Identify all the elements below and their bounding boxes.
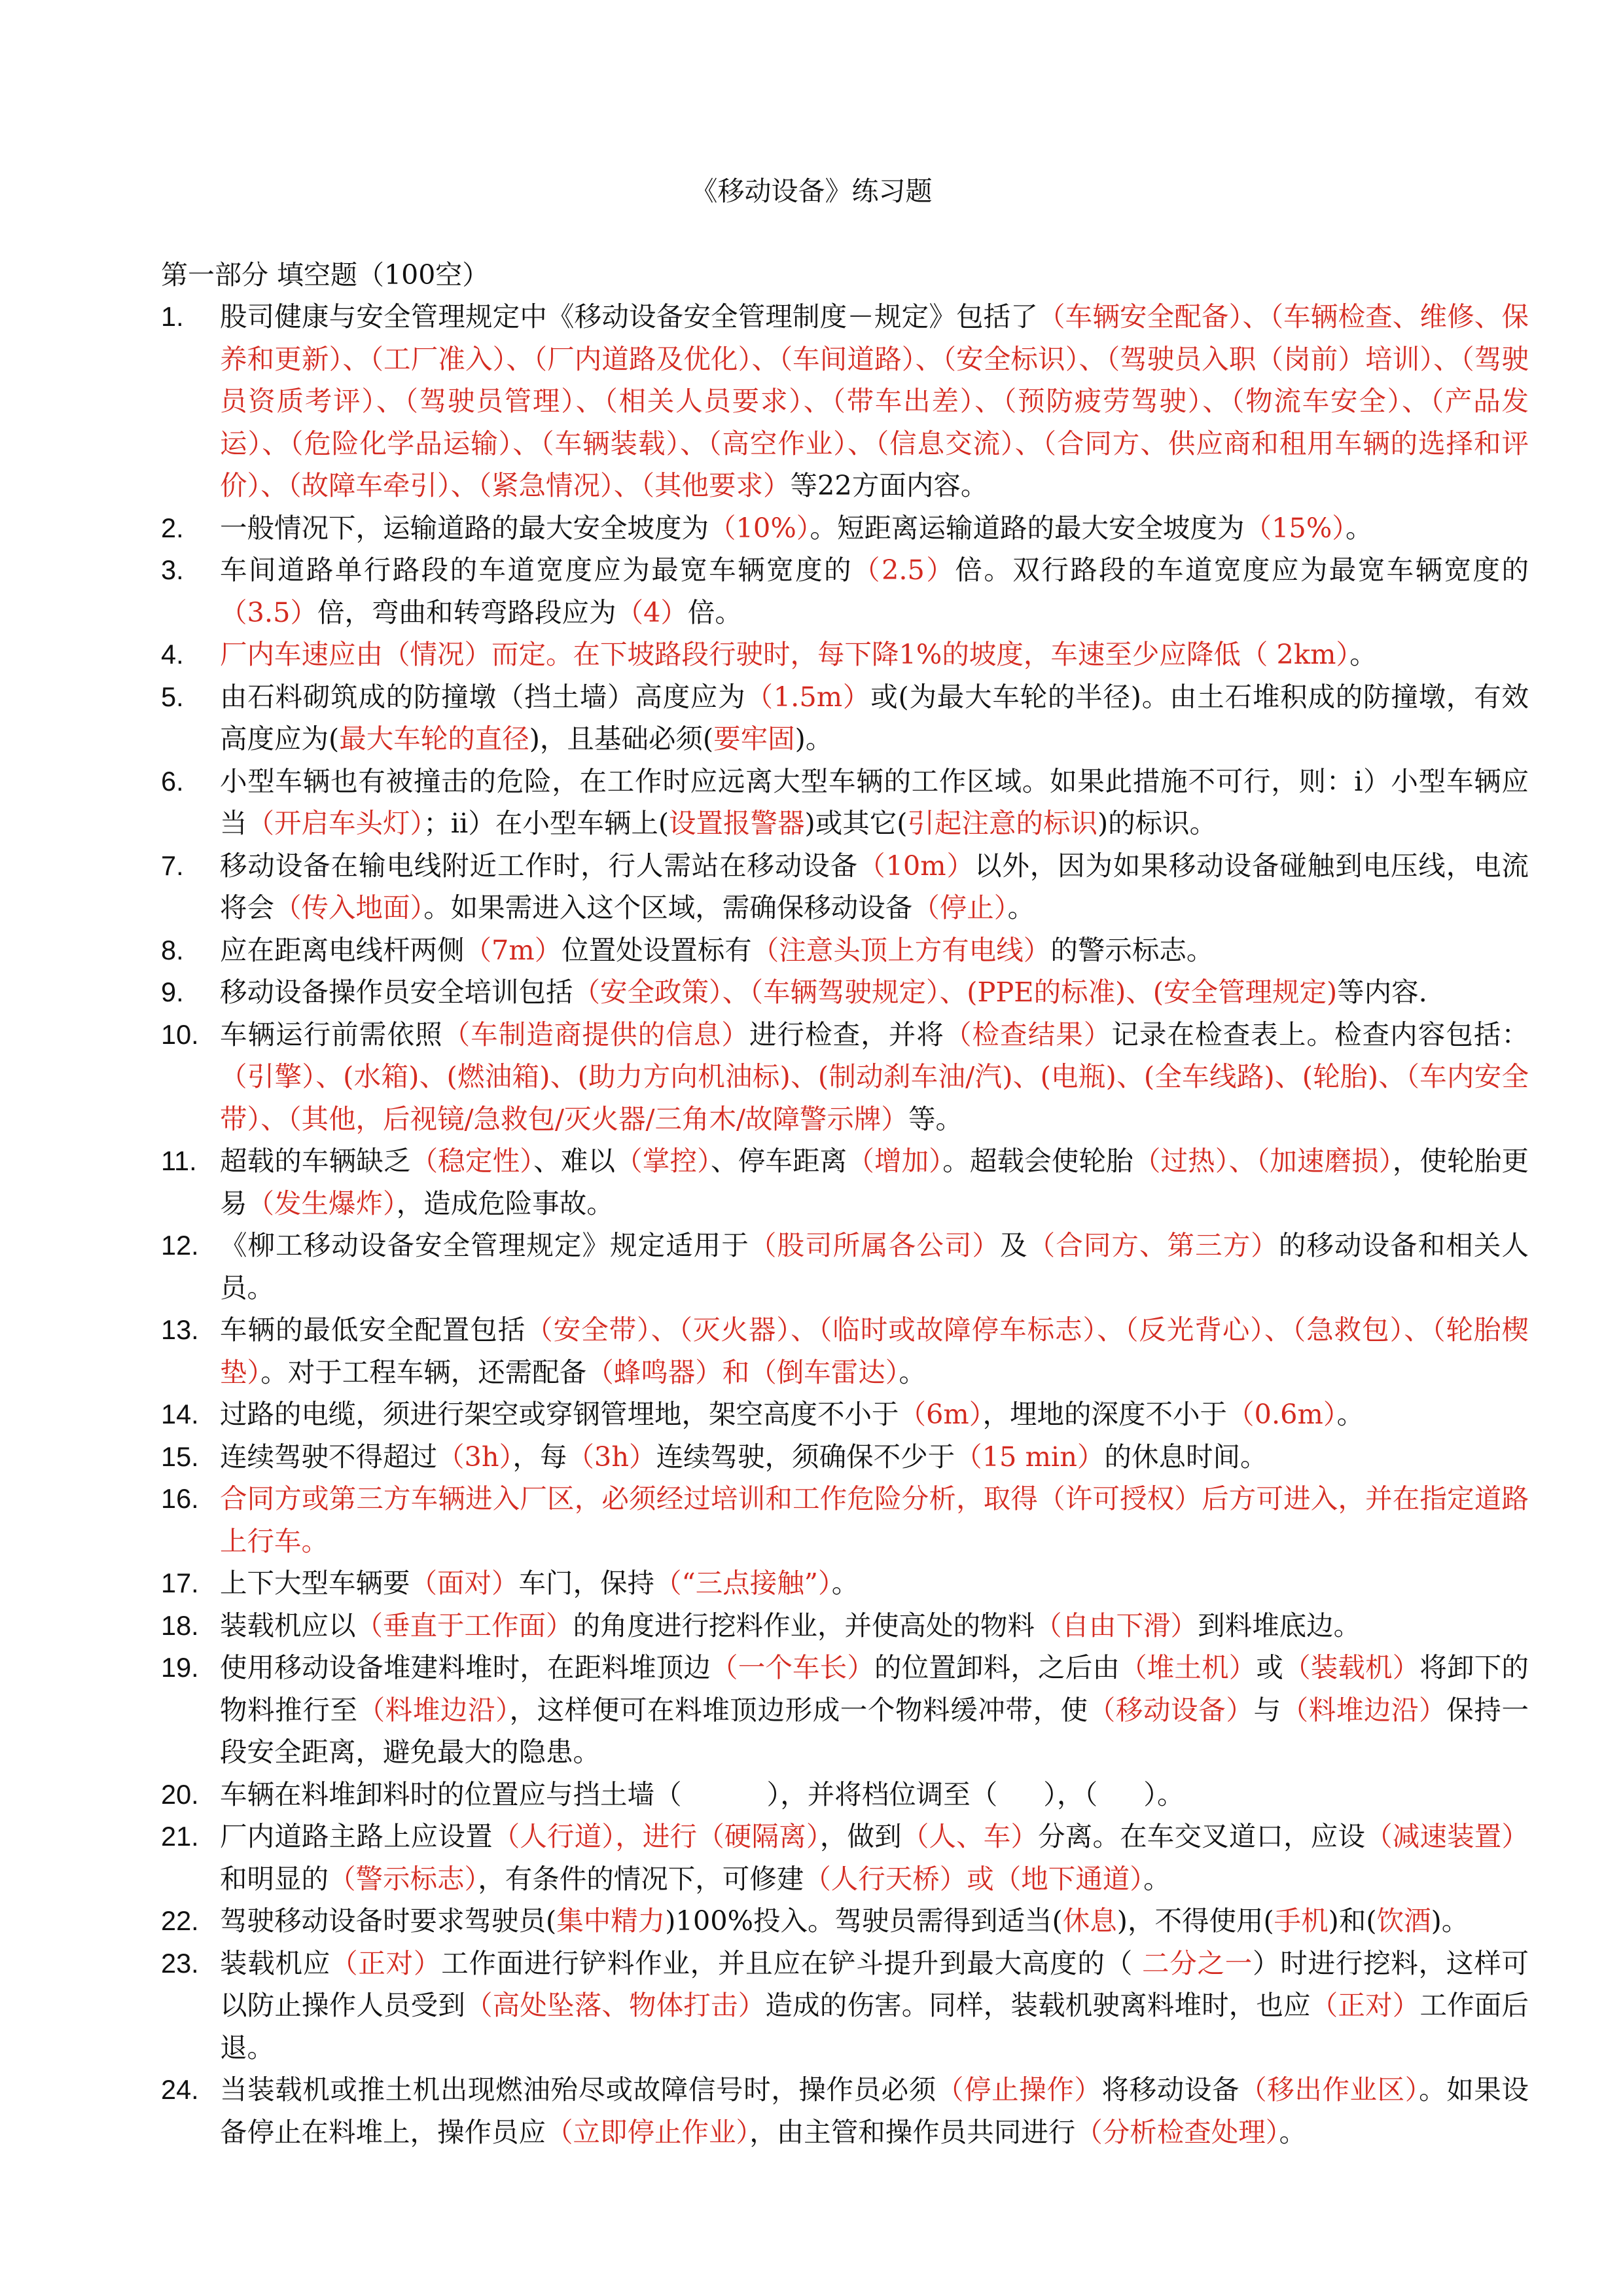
answer-text: （高处坠落、物体打击） bbox=[465, 1989, 766, 2021]
answer-text: （6m） bbox=[899, 1398, 983, 1430]
answer-text: 集中精力 bbox=[556, 1905, 666, 1937]
question-segment: 的警示标志。 bbox=[1050, 933, 1214, 966]
question-segment: 的移动设备和相关人员。 bbox=[220, 1229, 1529, 1304]
question-text bbox=[220, 1145, 1529, 1219]
question-segment: 。如果需进入这个区域，需确保移动设备 bbox=[423, 891, 913, 924]
question-segment: 股司健康与安全管理规定中《移动设备安全管理制度－规定》包括了 bbox=[220, 300, 1038, 332]
question-segment: 到料堆底边。 bbox=[1198, 1609, 1361, 1641]
question-segment: 等。 bbox=[908, 1102, 963, 1135]
answer-text: 二分之一 bbox=[1141, 1946, 1253, 1979]
question-text bbox=[220, 1778, 1185, 1810]
question-segment: 。 bbox=[1279, 2115, 1307, 2148]
answer-text: （垂直于工作面） bbox=[355, 1609, 573, 1641]
question-segment: 倍，弯曲和转弯路段应为 bbox=[317, 596, 616, 628]
question-segment: 过路的电缆，须进行架空或穿钢管埋地，架空高度不小于 bbox=[220, 1398, 899, 1430]
question-item bbox=[161, 1014, 1529, 1141]
question-text bbox=[220, 1018, 1529, 1135]
question-number: 6. bbox=[161, 765, 184, 797]
question-item bbox=[161, 1562, 1529, 1605]
question-segment: )。 bbox=[1431, 1905, 1469, 1937]
answer-text: （自由下滑） bbox=[1035, 1609, 1198, 1641]
question-number: 1. bbox=[161, 301, 184, 332]
answer-text: （停止） bbox=[912, 891, 1008, 924]
answer-text: （过热）、（加速磨损） bbox=[1133, 1145, 1393, 1177]
answer-text: （15 min） bbox=[955, 1440, 1105, 1473]
question-segment: 的休息时间。 bbox=[1104, 1440, 1268, 1473]
answer-text: （1.5m） bbox=[745, 680, 871, 713]
answer-text: （3h） bbox=[437, 1440, 513, 1473]
question-text bbox=[220, 1398, 1364, 1430]
question-segment: 将移动设备 bbox=[1101, 2073, 1240, 2106]
question-item bbox=[161, 1309, 1529, 1393]
question-segment: ，做到 bbox=[819, 1820, 902, 1852]
question-segment: 《柳工移动设备安全管理规定》规定适用于 bbox=[220, 1229, 749, 1261]
question-segment: 由石料砌筑成的防撞墩（挡土墙）高度应为 bbox=[220, 680, 746, 713]
question-segment: )或其它( bbox=[804, 807, 908, 839]
answer-text: 要牢固 bbox=[713, 723, 795, 755]
question-number: 12. bbox=[161, 1230, 199, 1261]
question-segment: ），（ bbox=[1043, 1778, 1098, 1810]
question-segment: 移动设备在输电线附近工作时，行人需站在移动设备 bbox=[220, 849, 859, 882]
answer-text: 休息 bbox=[1062, 1905, 1117, 1937]
question-segment: 。超载会使轮胎 bbox=[942, 1145, 1133, 1177]
question-number: 5. bbox=[161, 681, 184, 712]
question-text bbox=[220, 850, 1529, 924]
question-segment: 倍。 bbox=[687, 596, 742, 628]
question-item bbox=[161, 1393, 1529, 1436]
answer-text: （料堆边沿） bbox=[1281, 1693, 1447, 1726]
question-segment: )的标识。 bbox=[1097, 807, 1217, 839]
question-text bbox=[220, 976, 1427, 1008]
answer-text: （车制造商提供的信息） bbox=[442, 1018, 749, 1050]
question-segment: ，有条件的情况下，可修建 bbox=[478, 1862, 804, 1895]
question-segment: 等内容. bbox=[1337, 976, 1427, 1008]
answer-text: （稳定性） bbox=[410, 1145, 534, 1177]
question-item bbox=[161, 1816, 1529, 1900]
answer-text: （堆土机） bbox=[1120, 1651, 1257, 1683]
question-item bbox=[161, 1225, 1529, 1309]
question-segment: 造成的伤害。同样，装载机驶离料堆时，也应 bbox=[765, 1989, 1311, 2021]
question-segment: )。 bbox=[794, 723, 833, 755]
question-text bbox=[220, 1314, 1529, 1388]
question-segment: 。对于工程车辆，还需配备 bbox=[260, 1355, 587, 1388]
question-number: 4. bbox=[161, 639, 184, 670]
question-segment: )，且基础必须( bbox=[529, 723, 714, 755]
answer-text: （7m） bbox=[464, 933, 562, 966]
section-heading: 第一部分 填空题（100空） bbox=[161, 259, 490, 291]
question-segment: ，这样便可在料堆顶边形成一个物料缓冲带，使 bbox=[509, 1693, 1088, 1726]
question-segment: 。 bbox=[1007, 891, 1035, 924]
answer-text: （移动设备） bbox=[1088, 1693, 1254, 1726]
question-segment: 、难以 bbox=[533, 1145, 616, 1177]
question-text bbox=[220, 765, 1529, 840]
question-number: 13. bbox=[161, 1314, 199, 1345]
question-segment: ）。 bbox=[1143, 1778, 1185, 1810]
answer-text: （警示标志） bbox=[329, 1862, 478, 1895]
question-text bbox=[220, 1820, 1529, 1895]
question-segment: 分离。在车交叉道口，应设 bbox=[1038, 1820, 1366, 1852]
answer-text: 引起注意的标识 bbox=[907, 807, 1097, 839]
question-segment: )100%投入。驾驶员需得到适当( bbox=[665, 1905, 1063, 1937]
question-segment: 。 bbox=[899, 1355, 927, 1388]
question-segment: 将卸下的物料推行至 bbox=[220, 1651, 1529, 1726]
answer-text: （安全带）、（灭火器）、（临时或故障停车标志）、（反光背心）、（急救包）、（轮胎楔垫） bbox=[220, 1314, 1529, 1388]
question-item bbox=[161, 549, 1529, 634]
question-segment: 记录在检查表上。检查内容包括： bbox=[1111, 1018, 1529, 1050]
question-segment: 。 bbox=[1349, 638, 1377, 670]
answer-text: 合同方或第三方车辆进入厂区，必须经过培训和工作危险分析，取得（许可授权）后方可进入，并在指定道路上行车。 bbox=[220, 1482, 1529, 1557]
question-text bbox=[220, 1441, 1267, 1473]
question-segment: 装载机应以 bbox=[220, 1609, 356, 1641]
question-segment: 连续驾驶不得超过 bbox=[220, 1440, 438, 1473]
answer-text: （开启车头灯） bbox=[247, 807, 424, 839]
answer-text: （3.5） bbox=[220, 596, 317, 628]
question-text bbox=[220, 300, 1529, 501]
question-segment: ，埋地的深度不小于 bbox=[982, 1398, 1228, 1430]
question-segment: )和( bbox=[1328, 1905, 1377, 1937]
question-segment: 车间道路单行路段的车道宽度应为最宽车辆宽度的 bbox=[220, 554, 853, 586]
question-item bbox=[161, 929, 1529, 972]
question-segment: 和明显的 bbox=[220, 1862, 329, 1895]
answer-text: （掌控） bbox=[615, 1145, 711, 1177]
question-item bbox=[161, 296, 1529, 507]
question-number: 8. bbox=[161, 934, 184, 965]
question-item bbox=[161, 1900, 1529, 1943]
question-number: 11. bbox=[161, 1145, 197, 1176]
question-item bbox=[161, 1436, 1529, 1479]
question-segment: 。 bbox=[1336, 1398, 1364, 1430]
question-segment: 应在距离电线杆两侧 bbox=[220, 933, 465, 966]
question-segment: )，不得使用( bbox=[1116, 1905, 1274, 1937]
question-segment: ，由主管和操作员共同进行 bbox=[749, 2115, 1076, 2148]
answer-text: （10m） bbox=[858, 849, 974, 882]
answer-text: （安全政策）、（车辆驾驶规定）、(PPE的标准)、(安全管理规定) bbox=[573, 976, 1338, 1008]
question-item bbox=[161, 845, 1529, 929]
answer-text: （车辆安全配备）、（车辆检查、维修、保养和更新）、（工厂准入）、（厂内道路及优化）、（车间道路）、（安全标识）、（驾驶员入职（岗前）培训）、（驾驶员资质考评）、（驾驶员管理）、（相关人员要求）、（带车出差）、（预防疲劳驾驶）、（物流车安全）、（产品发运）、（危险化学品运输）、（车辆装载）、（高空作业）、（信息交流）、（合同方、供应商和租用车辆的选择和评价）、（故障车牵引）、（紧急情况）、（其他要求） bbox=[220, 300, 1529, 501]
question-item bbox=[161, 634, 1529, 676]
question-item bbox=[161, 1647, 1529, 1774]
question-text bbox=[220, 2073, 1529, 2148]
answer-text: 设置报警器 bbox=[669, 807, 805, 839]
answer-text: （15%） bbox=[1244, 511, 1346, 544]
question-segment: 上下大型车辆要 bbox=[220, 1567, 410, 1599]
answer-text: （检查结果） bbox=[944, 1018, 1112, 1050]
question-segment: 或(为最大车轮的半径)。由土石堆积成的防撞墩，有效高度应为( bbox=[220, 680, 1529, 755]
question-segment: 车门，保持 bbox=[518, 1567, 655, 1599]
answer-text: （料堆边沿） bbox=[357, 1693, 510, 1726]
question-text bbox=[220, 1651, 1529, 1768]
question-item bbox=[161, 507, 1529, 550]
question-segment: 工作面后退。 bbox=[220, 1989, 1529, 2064]
question-number: 17. bbox=[161, 1568, 199, 1598]
answer-text: （4） bbox=[616, 596, 688, 628]
question-segment: 等22方面内容。 bbox=[790, 469, 988, 501]
answer-text: （合同方、第三方） bbox=[1027, 1229, 1279, 1261]
question-text bbox=[220, 1947, 1529, 2064]
question-number: 15. bbox=[161, 1441, 199, 1472]
answer-text: （面对） bbox=[410, 1567, 519, 1599]
question-number: 14. bbox=[161, 1399, 199, 1429]
question-text bbox=[220, 512, 1373, 544]
question-segment: 驾驶移动设备时要求驾驶员( bbox=[220, 1905, 557, 1937]
question-number: 19. bbox=[161, 1652, 199, 1683]
question-segment: 超载的车辆缺乏 bbox=[220, 1145, 411, 1177]
question-number: 16. bbox=[161, 1483, 199, 1514]
question-text bbox=[220, 1229, 1529, 1304]
answer-text: 手机 bbox=[1274, 1905, 1329, 1937]
answer-text: （传入地面） bbox=[274, 891, 424, 924]
question-segment: ，造成危险事故。 bbox=[396, 1187, 614, 1219]
answer-text: （3h） bbox=[567, 1440, 656, 1473]
question-item bbox=[161, 1943, 1529, 2070]
question-item bbox=[161, 1478, 1529, 1562]
question-item bbox=[161, 676, 1529, 761]
answer-text: （发生爆炸） bbox=[247, 1187, 397, 1219]
question-segment: 及 bbox=[1000, 1229, 1028, 1261]
question-segment: ），并将档位调至（ bbox=[766, 1778, 998, 1810]
question-segment: ，每 bbox=[512, 1440, 567, 1473]
question-number: 18. bbox=[161, 1609, 199, 1641]
question-number: 23. bbox=[161, 1947, 199, 1979]
question-segment: 小型车辆也有被撞击的危险，在工作时应远离大型车辆的工作区域。如果此措施不可行，则：i）小型车辆应当 bbox=[220, 764, 1529, 839]
question-item bbox=[161, 971, 1529, 1014]
answer-text: （分析检查处理） bbox=[1075, 2115, 1279, 2148]
answer-text: 饮酒 bbox=[1376, 1905, 1431, 1937]
question-text bbox=[220, 1609, 1361, 1641]
question-text bbox=[220, 1567, 859, 1599]
answer-text: （正对） bbox=[1310, 1989, 1420, 2021]
question-number: 20. bbox=[161, 1778, 199, 1810]
question-segment: 车辆的最低安全配置包括 bbox=[220, 1314, 526, 1346]
answer-text: （人行天桥）或（地下通道） bbox=[804, 1862, 1144, 1895]
answer-text: （人、车） bbox=[901, 1820, 1039, 1852]
answer-text: 厂内车速应由（情况）而定。在下坡路段行驶时，每下降1%的坡度，车速至少应降低（ 2km） bbox=[220, 638, 1350, 670]
question-number: 2. bbox=[161, 512, 184, 543]
question-segment: 、停车距离 bbox=[711, 1145, 847, 1177]
answer-text: （蜂鸣器）和（倒车雷达） bbox=[586, 1355, 899, 1388]
question-segment: 厂内道路主路上应设置 bbox=[220, 1820, 493, 1852]
question-item bbox=[161, 1605, 1529, 1647]
answer-text: （装载机） bbox=[1283, 1651, 1420, 1683]
question-segment: 使用移动设备堆建料堆时，在距料堆顶边 bbox=[220, 1651, 711, 1683]
answer-text: （增加） bbox=[847, 1145, 943, 1177]
question-segment: ）时进行挖料，这样可以防止操作人员受到 bbox=[220, 1946, 1529, 2021]
question-segment: 进行检查，并将 bbox=[749, 1018, 944, 1050]
question-segment: 一般情况下，运输道路的最大安全坡度为 bbox=[220, 511, 709, 544]
answer-text: （10%） bbox=[709, 511, 810, 544]
question-number: 22. bbox=[161, 1905, 199, 1936]
answer-text: （0.6m） bbox=[1227, 1398, 1337, 1430]
question-segment: 。 bbox=[831, 1567, 859, 1599]
answer-text: （注意头顶上方有电线） bbox=[751, 933, 1051, 966]
document-title: 《移动设备》练习题 bbox=[690, 175, 933, 207]
question-segment: 装载机应 bbox=[220, 1946, 331, 1979]
question-segment: 保持一段安全距离，避免最大的隐患。 bbox=[220, 1693, 1529, 1768]
answer-text: （引擎）、(水箱)、(燃油箱)、(助力方向机油标)、(制动刹车油/汽)、(电瓶)、(全车线路)、(轮胎)、（车内安全带）、（其他，后视镜/急救包/灭火器/三角木/故障警示牌） bbox=[220, 1060, 1529, 1135]
question-segment: 以外，因为如果移动设备碰触到电压线，电流将会 bbox=[220, 849, 1529, 924]
question-segment: 或 bbox=[1256, 1651, 1284, 1683]
question-segment: ；ii）在小型车辆上( bbox=[423, 807, 669, 839]
question-segment: 。如果设备停止在料堆上，操作员应 bbox=[220, 2073, 1529, 2148]
question-text bbox=[220, 1905, 1469, 1937]
question-segment: 车辆运行前需依照 bbox=[220, 1018, 443, 1050]
question-text bbox=[220, 638, 1377, 670]
question-segment: 当装载机或推土机出现燃油殆尽或故障信号时，操作员必须 bbox=[220, 2073, 936, 2106]
answer-text: （减速装置） bbox=[1365, 1820, 1529, 1852]
question-segment: 的位置卸料，之后由 bbox=[874, 1651, 1120, 1683]
question-text bbox=[220, 554, 1529, 628]
question-segment: 车辆在料堆卸料时的位置应与挡土墙（ bbox=[220, 1778, 682, 1810]
question-number: 24. bbox=[161, 2074, 199, 2105]
question-segment: 。短距离运输道路的最大安全坡度为 bbox=[810, 511, 1245, 544]
question-segment: 。 bbox=[1143, 1862, 1171, 1895]
answer-text: （正对） bbox=[330, 1946, 442, 1979]
answer-text: （移出作业区） bbox=[1240, 2073, 1419, 2106]
answer-text: 最大车轮的直径 bbox=[339, 723, 529, 755]
question-text bbox=[220, 1482, 1529, 1557]
question-segment: 移动设备操作员安全培训包括 bbox=[220, 976, 573, 1008]
answer-text: （立即停止作业） bbox=[546, 2115, 750, 2148]
question-segment: 位置处设置标有 bbox=[562, 933, 752, 966]
question-segment: 与 bbox=[1253, 1693, 1281, 1726]
answer-text: （2.5） bbox=[853, 554, 955, 586]
question-item bbox=[161, 2069, 1529, 2153]
question-number: 9. bbox=[161, 977, 184, 1007]
question-item bbox=[161, 1774, 1529, 1816]
question-segment: 倍。双行路段的车道宽度应为最宽车辆宽度的 bbox=[955, 554, 1529, 586]
question-segment: 。 bbox=[1346, 511, 1373, 544]
answer-text: （股司所属各公司） bbox=[749, 1229, 1001, 1261]
question-number: 3. bbox=[161, 554, 184, 585]
answer-text: （一个车长） bbox=[711, 1651, 875, 1683]
question-number: 7. bbox=[161, 850, 184, 881]
question-number: 21. bbox=[161, 1821, 199, 1852]
question-item bbox=[161, 761, 1529, 845]
answer-text: （“三点接触”） bbox=[654, 1567, 832, 1599]
question-text bbox=[220, 681, 1529, 755]
question-number: 10. bbox=[161, 1018, 199, 1050]
question-item bbox=[161, 1140, 1529, 1225]
answer-text: （停止操作） bbox=[936, 2073, 1102, 2106]
question-segment: 工作面进行铲料作业，并且应在铲斗提升到最大高度的（ bbox=[441, 1946, 1142, 1979]
question-segment: ，使轮胎更易 bbox=[220, 1145, 1529, 1219]
question-list bbox=[161, 296, 1529, 2153]
answer-text: （人行道），进行（硬隔离） bbox=[492, 1820, 820, 1852]
question-segment: 连续驾驶，须确保不少于 bbox=[656, 1440, 955, 1473]
question-text bbox=[220, 934, 1213, 966]
question-segment: 的角度进行挖料作业，并使高处的物料 bbox=[573, 1609, 1035, 1641]
